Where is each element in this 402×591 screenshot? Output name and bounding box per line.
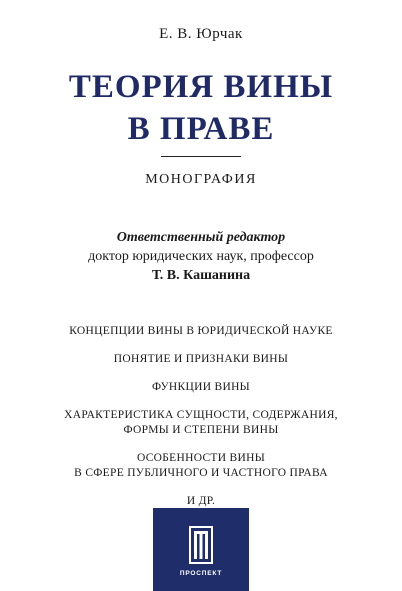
author: Е. В. Юрчак xyxy=(159,26,243,42)
book-title-line-2: В ПРАВЕ xyxy=(127,111,275,147)
editor-credentials: доктор юридических наук, профессор xyxy=(88,249,314,264)
publisher-logo-icon xyxy=(189,526,213,564)
publisher-logo xyxy=(153,508,249,591)
topic-item xyxy=(0,408,402,438)
title-divider xyxy=(161,156,241,157)
topic-line: В СФЕРЕ ПУБЛИЧНОГО И ЧАСТНОГО ПРАВА xyxy=(74,467,328,479)
topic-item xyxy=(0,324,402,339)
topic-item xyxy=(0,380,402,395)
topic-item xyxy=(0,451,402,481)
topic-item xyxy=(0,494,402,509)
editor-name: Т. В. Кашанина xyxy=(151,268,251,283)
topic-line: КОНЦЕПЦИИ ВИНЫ В ЮРИДИЧЕСКОЙ НАУКЕ xyxy=(69,325,333,337)
editor-role: Ответственный редактор xyxy=(116,230,286,245)
book-title-line-1: ТЕОРИЯ ВИНЫ xyxy=(68,69,334,105)
topic-item xyxy=(0,352,402,367)
topic-line: И ДР. xyxy=(186,495,216,507)
book-subtitle: МОНОГРАФИЯ xyxy=(145,172,257,187)
topic-line: ФОРМЫ И СТЕПЕНИ ВИНЫ xyxy=(123,424,279,436)
topic-line: ОСОБЕННОСТИ ВИНЫ xyxy=(136,452,266,464)
publisher-label: ПРОСПЕКТ xyxy=(179,570,223,577)
topic-line: ПОНЯТИЕ И ПРИЗНАКИ ВИНЫ xyxy=(113,353,289,365)
editor-block xyxy=(0,228,402,285)
topic-line: ХАРАКТЕРИСТИКА СУЩНОСТИ, СОДЕРЖАНИЯ, xyxy=(64,409,338,421)
book-title xyxy=(0,66,402,150)
topic-line: ФУНКЦИИ ВИНЫ xyxy=(151,381,251,393)
topics-list xyxy=(0,324,402,522)
